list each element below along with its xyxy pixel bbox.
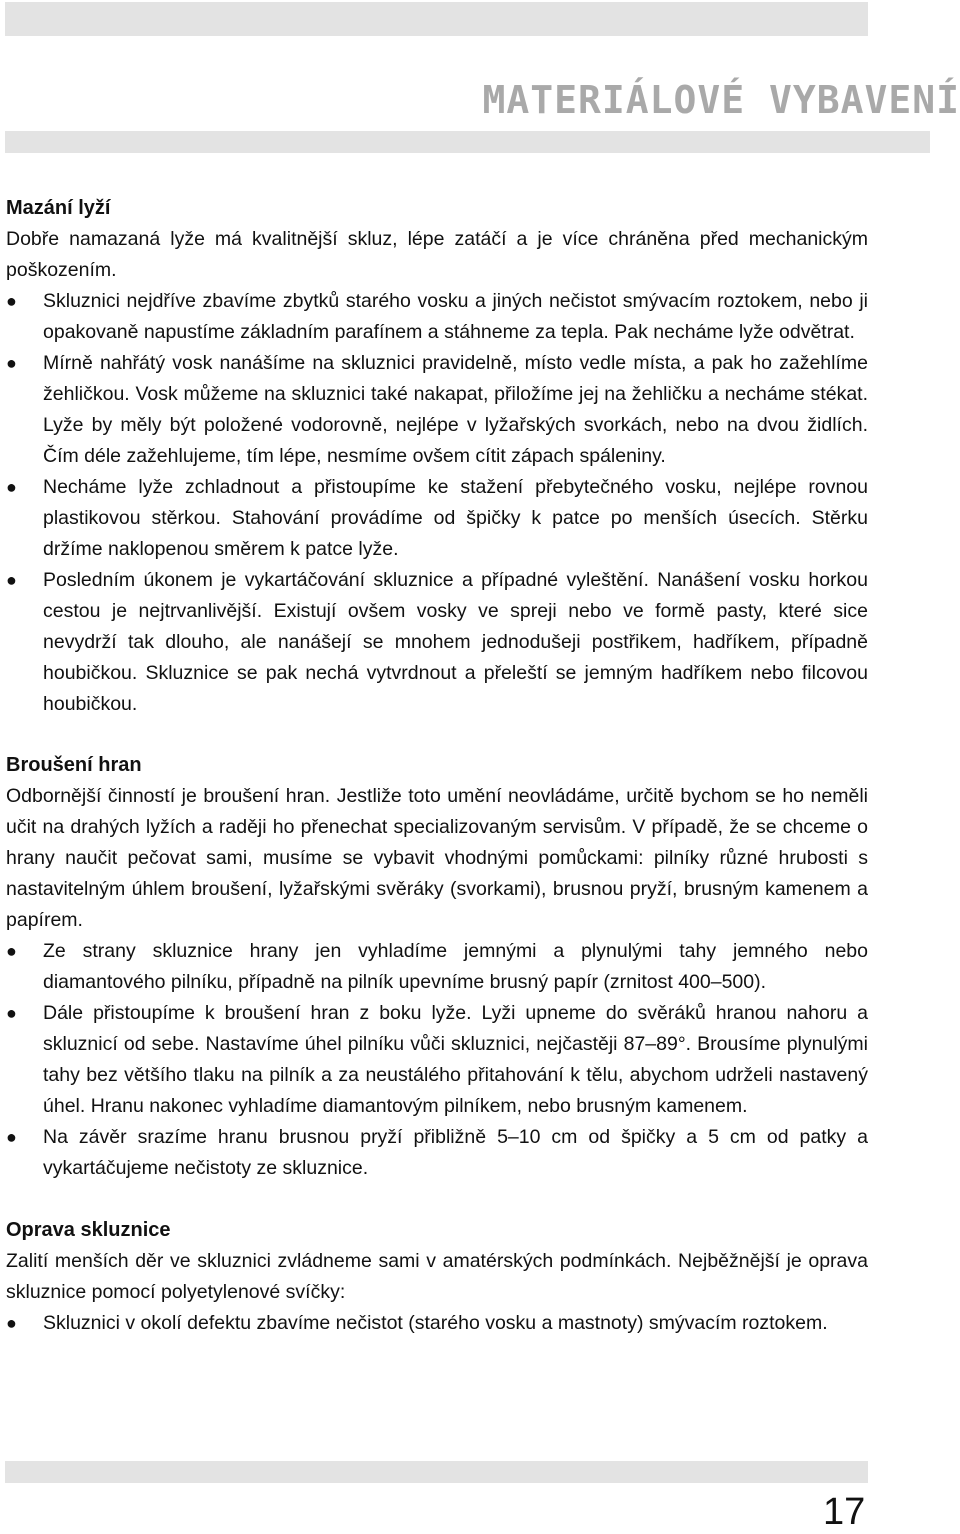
- list-item-text: Na závěr srazíme hranu brusnou pryží přibližně 5–10 cm od špičky a 5 cm od patky a vykartáčujeme nečistoty ze skluznice.: [43, 1126, 868, 1179]
- list-item: [6, 998, 868, 1122]
- list-item-text: Skluznici nejdříve zbavíme zbytků starého vosku a jiných nečistot smývacím roztokem, nebo ji opakovaně napustíme základním parafínem a stáhneme za tepla. Pak necháme lyže odvětrat.: [43, 290, 868, 343]
- bullet-icon: ●: [6, 353, 17, 373]
- page-content: [6, 193, 868, 1339]
- bullet-list: [6, 1308, 868, 1339]
- section-brouseni-hran: [6, 750, 868, 1184]
- section-intro: Odbornější činností je broušení hran. Jestliže toto umění neovládáme, určitě bychom se ho neměli učit na drahých lyžích a raději ho přenechat specializovaným servisům. V případě, že se chceme o hrany naučit pečovat sami, musíme se vybavit vhodnými pomůckami: pilníky různé hrubosti s nastavitelným úhlem broušení, lyžařskými svěráky (svorkami), brusnou pryží, brusným kamenem a papírem.: [6, 785, 868, 931]
- list-item-text: Dále přistoupíme k broušení hran z boku lyže. Lyži upneme do svěráků hranou nahoru a skluznicí od sebe. Nastavíme úhel pilníku vůči skluznici, nejčastěji 87–89°. Brousíme plynulými tahy bez většího tlaku na pilník a za neustálého přitahování k tělu, abychom udrželi nastavený úhel. Hranu nakonec vyhladíme diamantovým pilníkem, nebo brusným kamenem.: [43, 1002, 868, 1117]
- bullet-icon: ●: [6, 1313, 17, 1333]
- section-heading: Oprava skluznice: [6, 1219, 171, 1241]
- bullet-list: [6, 936, 868, 1184]
- bullet-icon: ●: [6, 570, 17, 590]
- list-item: [6, 936, 868, 998]
- section-heading: Broušení hran: [6, 754, 142, 776]
- section-heading: Mazání lyží: [6, 197, 111, 219]
- bullet-list: [6, 286, 868, 720]
- section-oprava-skluznice: [6, 1215, 868, 1339]
- list-item-text: Necháme lyže zchladnout a přistoupíme ke stažení přebytečného vosku, nejlépe rovnou plastikovou stěrkou. Stahování provádíme od špičky k patce po menších úsecích. Stěrku držíme naklopenou směrem k patce lyže.: [43, 476, 868, 560]
- list-item: [6, 1308, 868, 1339]
- list-item: [6, 286, 868, 348]
- section-intro: Dobře namazaná lyže má kvalitnější skluz, lépe zatáčí a je více chráněna před mechanickým poškozením.: [6, 228, 868, 281]
- list-item: [6, 348, 868, 472]
- bullet-icon: ●: [6, 1127, 17, 1147]
- header-divider-bar: [5, 131, 930, 153]
- footer-decor-bar: [5, 1461, 868, 1483]
- section-intro: Zalití menších děr ve skluznici zvládneme sami v amatérských podmínkách. Nejběžnější je oprava skluznice pomocí polyetylenové svíčky:: [6, 1250, 868, 1303]
- bullet-icon: ●: [6, 477, 17, 497]
- bullet-icon: ●: [6, 291, 17, 311]
- header-decor-bar: [5, 2, 868, 36]
- page-number: 17: [823, 1491, 866, 1533]
- section-mazani-lyzi: [6, 193, 868, 720]
- list-item-text: Posledním úkonem je vykartáčování skluznice a případné vyleštění. Nanášení vosku horkou cestou je nejtrvanlivější. Existují ovšem vosky ve spreji nebo ve formě pasty, které sice nevydrží tak dlouho, ale nanášejí se mnohem jednodušeji postřikem, hadříkem, případně houbičkou. Skluznice se pak nechá vytvrdnout a přeleští se jemným hadříkem nebo filcovou houbičkou.: [43, 569, 868, 715]
- list-item: [6, 1122, 868, 1184]
- list-item: [6, 472, 868, 565]
- list-item-text: Mírně nahřátý vosk nanášíme na skluznici pravidelně, místo vedle místa, a pak ho zažehlíme žehličkou. Vosk můžeme na skluznici také nakapat, přiložíme jej na žehličku a necháme stékat. Lyže by měly být položené vodorovně, nejlépe v lyžařských svorkách, nebo na dvou židlích. Čím déle zažehlujeme, tím lépe, nesmíme ovšem cítit zápach spáleniny.: [43, 352, 868, 467]
- bullet-icon: ●: [6, 941, 17, 961]
- list-item-text: Ze strany skluznice hrany jen vyhladíme jemnými a plynulými tahy jemného nebo diamantového pilníku, případně na pilník upevníme brusný papír (zrnitost 400–500).: [43, 940, 868, 993]
- bullet-icon: ●: [6, 1003, 17, 1023]
- chapter-title: MATERIÁLOVÉ VYBAVENÍ: [482, 78, 960, 122]
- list-item: [6, 565, 868, 720]
- list-item-text: Skluznici v okolí defektu zbavíme nečistot (starého vosku a mastnoty) smývacím roztokem.: [43, 1312, 828, 1334]
